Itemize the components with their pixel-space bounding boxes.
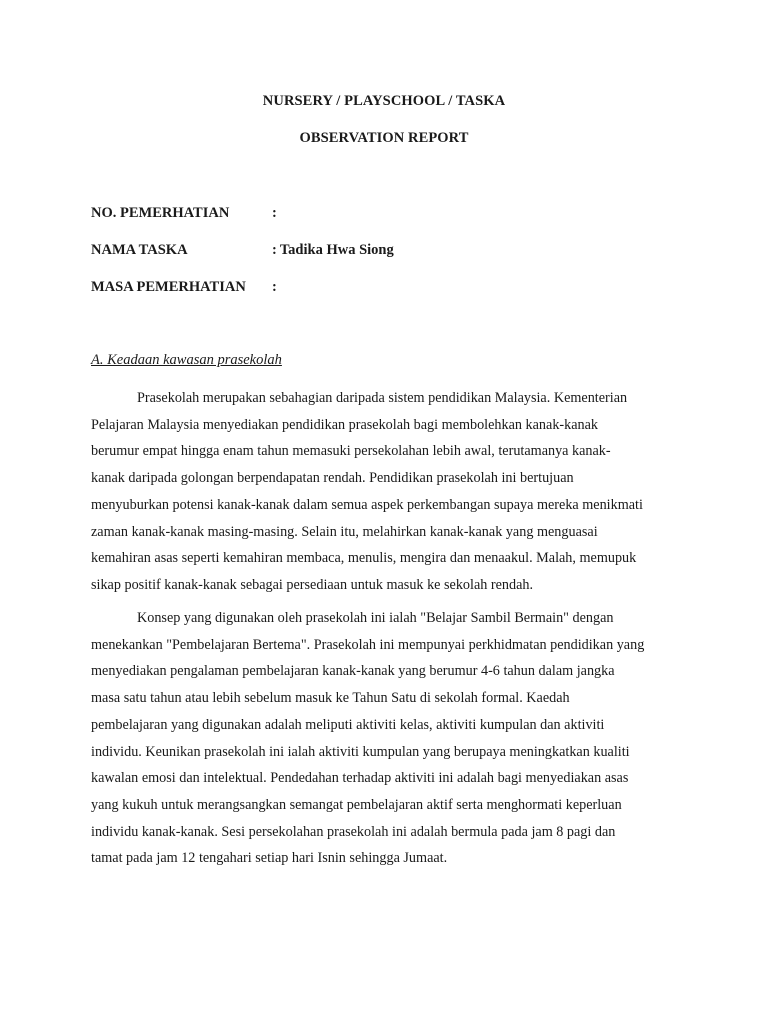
paragraph-line: individu. Keunikan prasekolah ini ialah aktiviti kumpulan yang berupaya meningkatkan kualiti [91,743,630,760]
paragraph-2 [91,605,681,872]
field-nama-taska [91,242,394,259]
field-label: NO. PEMERHATIAN [91,205,230,221]
field-label: MASA PEMERHATIAN [91,279,246,295]
paragraph-line: Pelajaran Malaysia menyediakan pendidikan prasekolah bagi membolehkan kanak-kanak [91,416,599,433]
paragraph-line: yang kukuh untuk merangsangkan semangat pembelajaran aktif serta menghormati keperluan [91,796,622,813]
section-heading: A. Keadaan kawasan prasekolah [91,352,282,368]
paragraph-line: menyediakan pengalaman pembelajaran kanak-kanak yang berumur 4-6 tahun dalam jangka [91,663,615,680]
paragraph-line: menyuburkan potensi kanak-kanak dalam semua aspek perkembangan supaya mereka menikmati [91,496,643,513]
document-subtitle: OBSERVATION REPORT [299,130,469,146]
paragraph-line: masa satu tahun atau lebih sebelum masuk ke Tahun Satu di sekolah formal. Kaedah [91,690,570,707]
paragraph-line: individu kanak-kanak. Sesi persekolahan prasekolah ini adalah bermula pada jam 8 pagi dan [91,823,616,840]
paragraph-line: kemahiran asas seperti kemahiran membaca, menulis, mengira dan menaakul. Malah, memupuk [91,550,637,567]
field-value: Tadika Hwa Siong [279,242,394,258]
field-label: NAMA TASKA [91,242,188,258]
paragraph-line: menekankan "Pembelajaran Bertema". Prasekolah ini mempunyai perkhidmatan pendidikan yang [91,636,645,653]
field-masa-pemerhatian [91,279,280,296]
paragraph-line: kanak daripada golongan berpendapatan rendah. Pendidikan prasekolah ini bertujuan [91,470,574,487]
document-title: NURSERY / PLAYSCHOOL / TASKA [262,93,506,109]
paragraph-line: tamat pada jam 12 tengahari setiap hari Isnin sehingga Jumaat. [91,850,448,867]
paragraph-line: kawalan emosi dan intelektual. Pendedahan terhadap aktiviti ini adalah bagi menyediakan asas [91,770,629,787]
paragraph-1 [91,385,681,599]
field-colon: : [272,205,277,221]
field-no-pemerhatian [91,205,280,222]
paragraph-line: Konsep yang digunakan oleh prasekolah ini ialah "Belajar Sambil Bermain" dengan [137,610,614,626]
paragraph-line: Prasekolah merupakan sebahagian daripada sistem pendidikan Malaysia. Kementerian [137,390,628,406]
paragraph-line: berumur empat hingga enam tahun memasuki persekolahan lebih awal, terutamanya kanak- [91,443,611,460]
paragraph-line: zaman kanak-kanak masing-masing. Selain itu, melahirkan kanak-kanak yang menguasai [91,523,598,540]
paragraph-line: pembelajaran yang digunakan adalah meliputi aktiviti kelas, aktiviti kumpulan dan aktiviti [91,716,605,733]
field-colon: : [272,242,277,258]
paragraph-line: sikap positif kanak-kanak sebagai persediaan untuk masuk ke sekolah rendah. [91,576,534,593]
field-colon: : [272,279,277,295]
